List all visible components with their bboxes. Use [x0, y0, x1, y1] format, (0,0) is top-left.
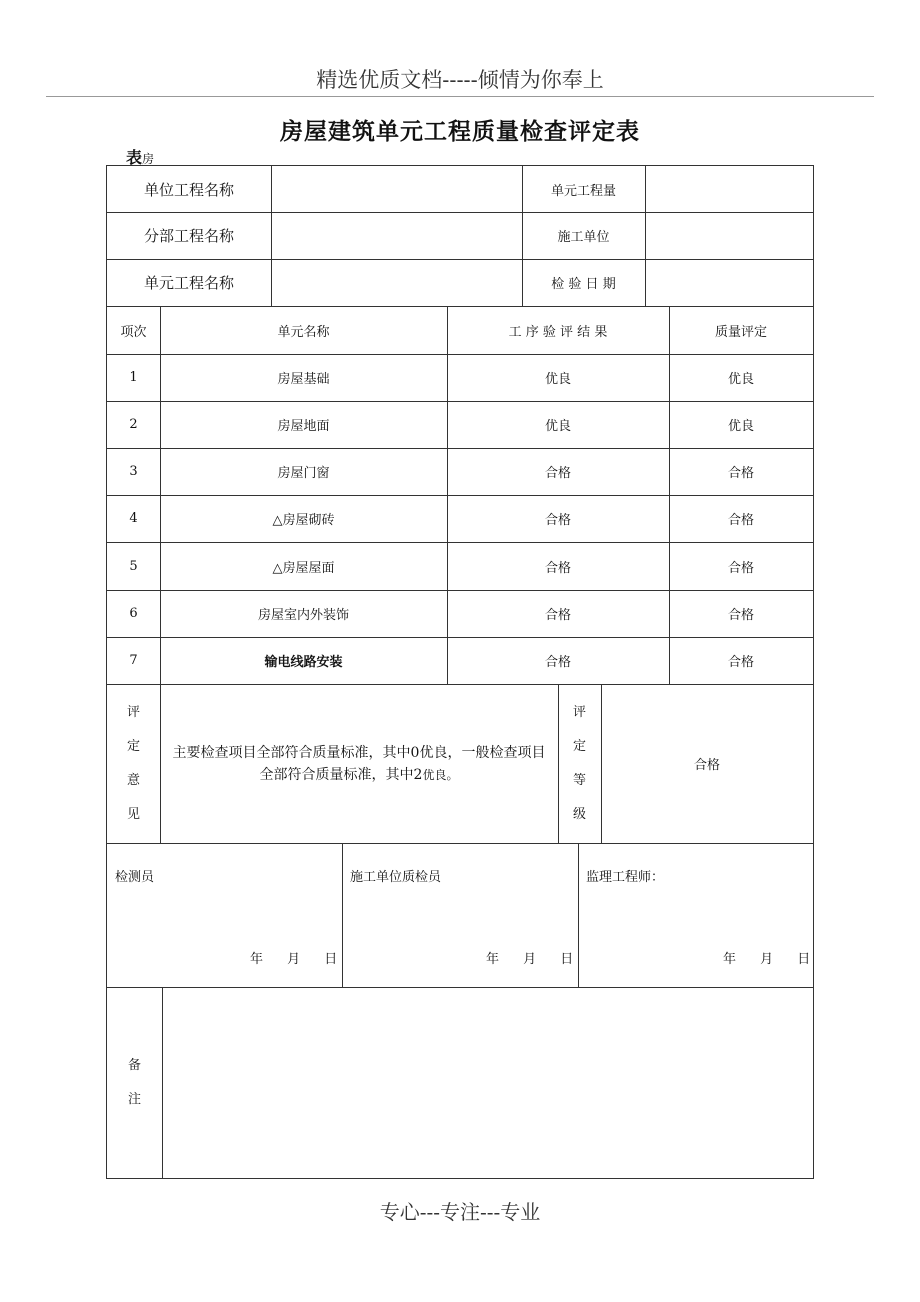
opinion-label-char: 见 — [126, 806, 140, 822]
row-6-name: 房屋室内外装饰 — [257, 608, 349, 623]
row-4-no: 4 — [129, 511, 138, 526]
col-divider — [578, 843, 579, 987]
row-6-rating: 合格 — [727, 608, 754, 623]
opinion-label-char: 评 — [126, 704, 140, 720]
opinion-text — [160, 684, 558, 843]
row-7-rating: 合格 — [727, 655, 754, 670]
row-5-result: 合格 — [544, 560, 571, 576]
row-6-result: 合格 — [544, 608, 571, 623]
remarks-label-char: 备 — [127, 1057, 141, 1073]
inspection-date-value[interactable] — [645, 259, 813, 306]
row-4-name: △房屋砌砖 — [272, 513, 335, 528]
grade-value: 合格 — [693, 758, 720, 773]
unit-project-value[interactable] — [271, 166, 522, 212]
page-header: 精选优质文档-----倾情为你奉上 — [316, 68, 604, 92]
table-label-main: 表 — [126, 148, 143, 167]
element-project-value[interactable] — [271, 259, 522, 306]
row-2-name: 房屋地面 — [277, 419, 330, 434]
row-5-no: 5 — [129, 558, 138, 574]
supervisor-label: 监理工程师： — [586, 870, 665, 885]
row-3-rating: 合格 — [727, 466, 754, 481]
row-3-result: 合格 — [544, 466, 571, 481]
unit-project-label: 单位工程名称 — [143, 180, 234, 199]
unit-quantity-value[interactable] — [645, 166, 813, 212]
row-5-rating: 合格 — [727, 560, 754, 576]
col-header-unit-name: 单元名称 — [277, 324, 330, 340]
header-divider — [46, 96, 874, 97]
division-project-label: 分部工程名称 — [143, 227, 234, 245]
construction-qc-label: 施工单位质检员 — [350, 870, 442, 885]
row-1-name: 房屋基础 — [277, 372, 330, 387]
division-project-value[interactable] — [271, 212, 522, 259]
row-4-result: 合格 — [544, 513, 571, 528]
row-5-name: △房屋屋面 — [272, 560, 335, 576]
opinion-excellent-count: 2 — [413, 766, 423, 783]
remarks-content[interactable] — [162, 987, 813, 1178]
row-2-result: 优良 — [544, 419, 571, 434]
opinion-label-char: 意 — [126, 772, 140, 788]
row-7-name: 输电线路安装 — [264, 655, 343, 670]
opinion-text-part: 优良。 — [422, 767, 459, 782]
inspector-label: 检测员 — [115, 870, 155, 885]
construction-unit-value[interactable] — [645, 212, 813, 259]
row-3-no: 3 — [129, 464, 138, 479]
construction-unit-label: 施工单位 — [557, 230, 610, 245]
col-divider — [342, 843, 343, 987]
col-header-process-result: 工 序 验 评 结 果 — [508, 324, 608, 340]
grade-label-char: 定 — [572, 738, 586, 754]
inspection-form-table — [106, 165, 814, 1179]
row-3-name: 房屋门窗 — [277, 466, 330, 481]
row-2-no: 2 — [129, 417, 138, 432]
page-footer: 专心---专注---专业 — [379, 1200, 541, 1224]
row-1-rating: 优良 — [727, 372, 754, 387]
row-1-no: 1 — [129, 370, 138, 385]
supervisor-date[interactable]: 年 月 日 — [723, 952, 811, 967]
col-header-item-no: 项次 — [120, 324, 147, 340]
row-divider — [107, 843, 813, 844]
opinion-label-char: 定 — [126, 738, 140, 754]
row-2-rating: 优良 — [727, 419, 754, 434]
row-7-result: 合格 — [544, 655, 571, 670]
table-label-sub: 房 — [142, 152, 155, 166]
grade-label — [558, 684, 601, 843]
inspection-date-label: 检 验 日 期 — [551, 277, 616, 292]
element-project-label: 单元工程名称 — [143, 274, 234, 292]
row-1-result: 优良 — [544, 372, 571, 387]
unit-quantity-label: 单元工程量 — [550, 183, 616, 199]
inspector-date[interactable]: 年 月 日 — [250, 952, 338, 967]
opinion-text-part: 主要检查项目全部符合质量标准，其中 — [172, 744, 411, 761]
remarks-label-char: 注 — [127, 1091, 141, 1107]
row-4-rating: 合格 — [727, 513, 754, 528]
construction-qc-date[interactable]: 年 月 日 — [486, 952, 574, 967]
opinion-excellent-count: 0 — [410, 744, 420, 761]
row-7-no: 7 — [129, 653, 138, 668]
grade-label-char: 级 — [572, 806, 586, 822]
col-header-quality-rating: 质量评定 — [714, 324, 767, 340]
document-title: 房屋建筑单元工程质量检查评定表 — [280, 119, 640, 145]
grade-label-char: 评 — [572, 704, 586, 720]
grade-label-char: 等 — [572, 772, 586, 788]
row-6-no: 6 — [129, 606, 138, 621]
opinion-text-part: 优良，一般检查项目全部符合质量标准，其中 — [259, 744, 546, 783]
opinion-label — [107, 684, 160, 843]
remarks-label — [107, 987, 162, 1178]
